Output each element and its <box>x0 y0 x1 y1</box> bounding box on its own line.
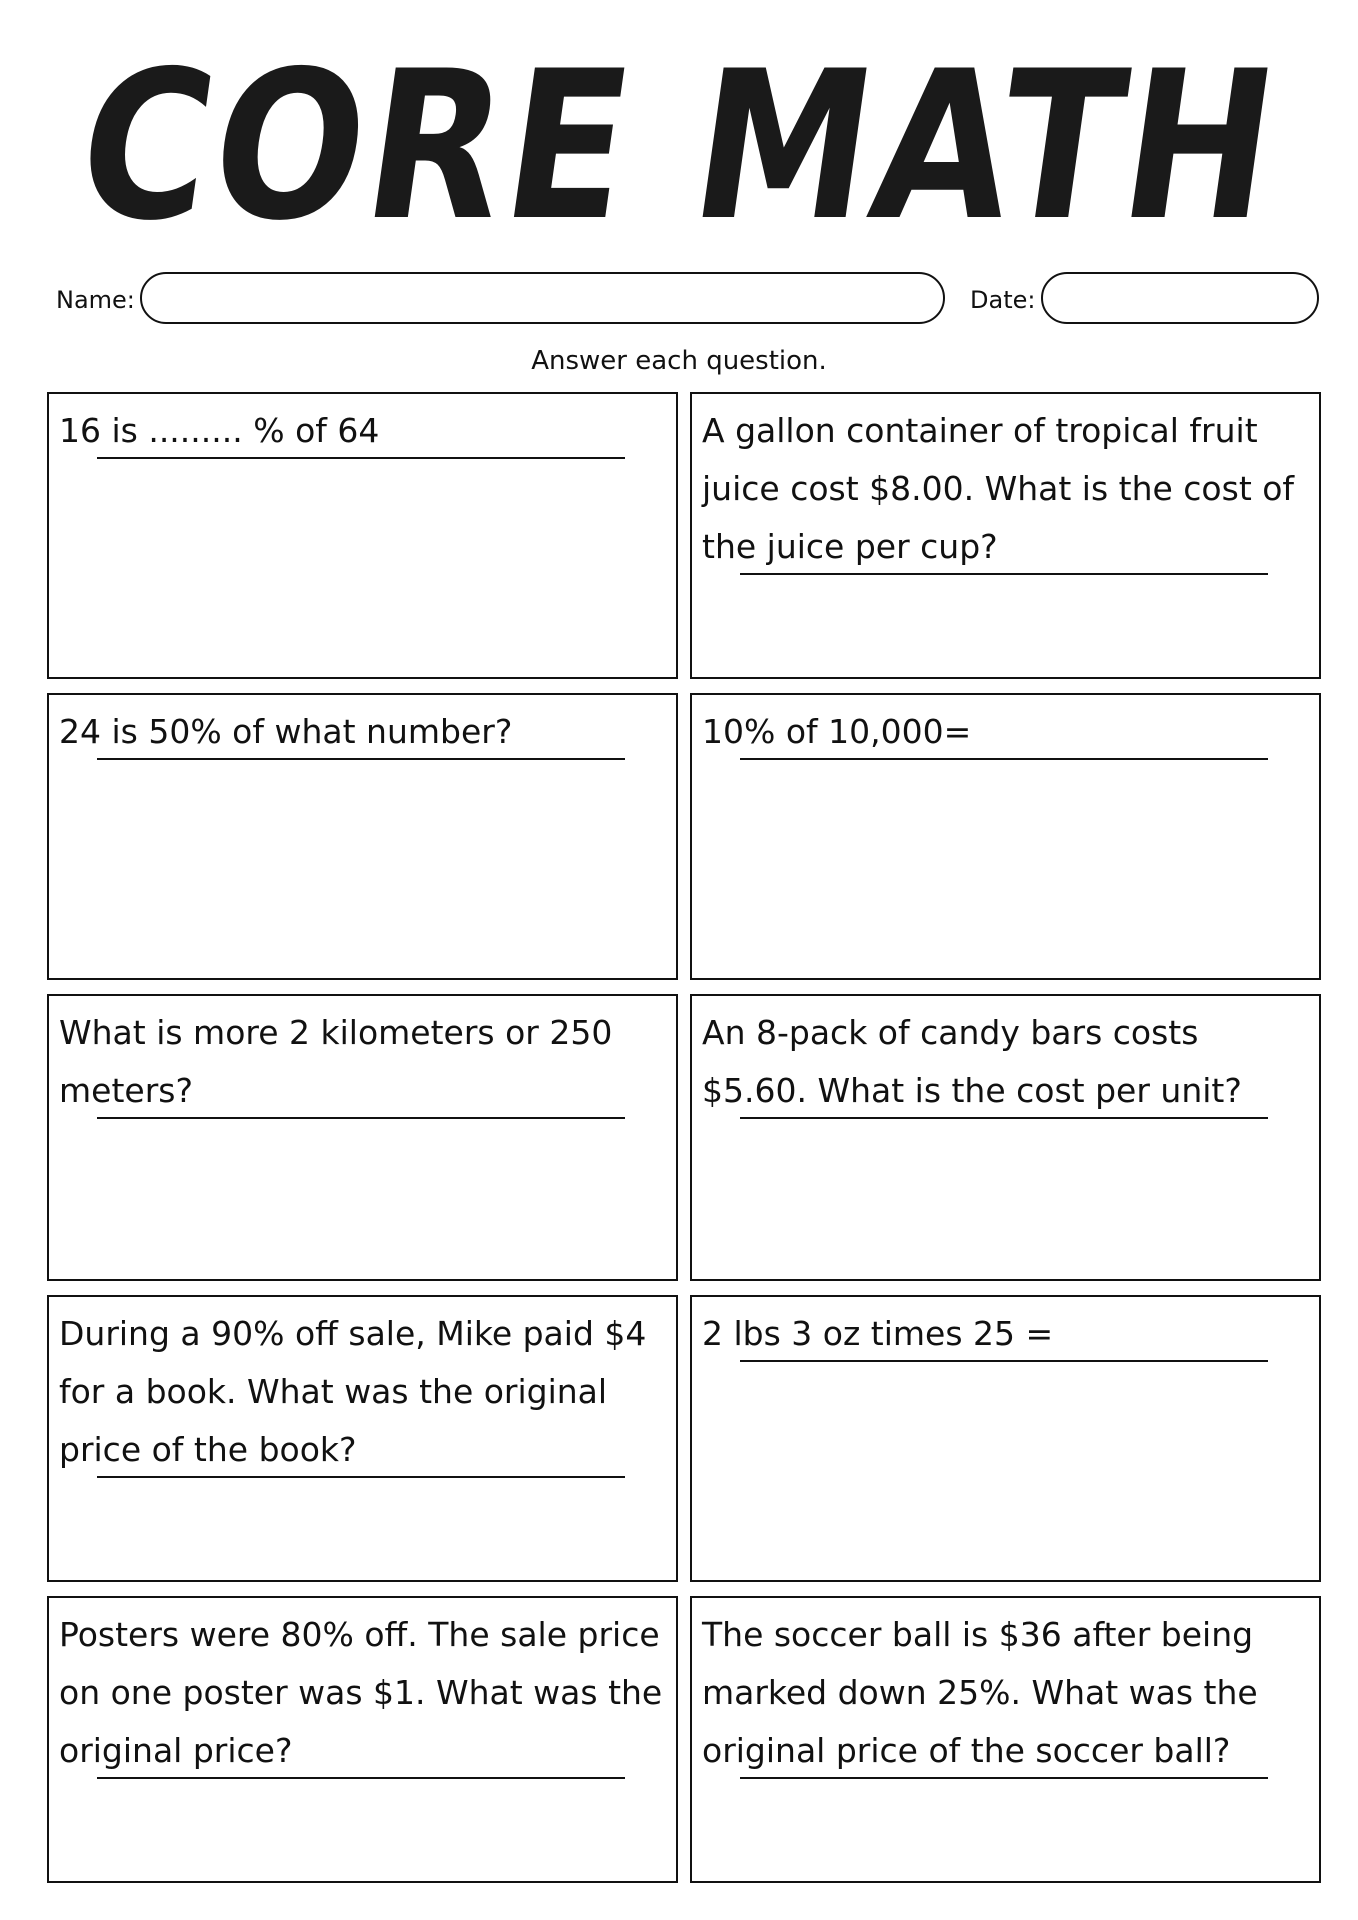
answer-line[interactable] <box>740 1117 1268 1119</box>
question-text: The soccer ball is $36 after being marked down 25%. What was the original price of the soccer ball? <box>702 1615 1258 1770</box>
question-text: Posters were 80% off. The sale price on one poster was $1. What was the original price? <box>59 1615 663 1770</box>
question-text: 2 lbs 3 oz times 25 = <box>702 1314 1054 1353</box>
question-text: 16 is ......... % of 64 <box>59 411 380 450</box>
answer-line[interactable] <box>740 1777 1268 1779</box>
answer-line[interactable] <box>97 457 625 459</box>
answer-line[interactable] <box>740 1360 1268 1362</box>
question-text: A gallon container of tropical fruit juice cost $8.00. What is the cost of the juice per cup? <box>702 411 1295 566</box>
question-box[interactable] <box>690 1596 1321 1883</box>
question-box[interactable] <box>690 1295 1321 1582</box>
question-box[interactable] <box>690 994 1321 1281</box>
question-box[interactable] <box>47 1295 678 1582</box>
answer-line[interactable] <box>97 1117 625 1119</box>
instructions: Answer each question. <box>531 346 827 376</box>
question-box[interactable] <box>47 994 678 1281</box>
question-box[interactable] <box>47 1596 678 1883</box>
answer-line[interactable] <box>97 1777 625 1779</box>
question-box[interactable] <box>690 693 1321 980</box>
answer-line[interactable] <box>740 758 1268 760</box>
question-box[interactable] <box>47 392 678 679</box>
question-box[interactable] <box>690 392 1321 679</box>
title-text: CORE MATH <box>65 28 1293 266</box>
question-text: An 8-pack of candy bars costs $5.60. What is the cost per unit? <box>702 1013 1242 1110</box>
date-label: Date: <box>970 286 1036 314</box>
question-text: 10% of 10,000= <box>702 712 972 751</box>
answer-line[interactable] <box>97 758 625 760</box>
question-text: During a 90% off sale, Mike paid $4 for a book. What was the original price of the book? <box>59 1314 647 1469</box>
question-text: What is more 2 kilometers or 250 meters? <box>59 1013 613 1110</box>
answer-line[interactable] <box>740 573 1268 575</box>
answer-line[interactable] <box>97 1476 625 1478</box>
question-text: 24 is 50% of what number? <box>59 712 513 751</box>
name-label: Name: <box>56 286 135 314</box>
question-box[interactable] <box>47 693 678 980</box>
